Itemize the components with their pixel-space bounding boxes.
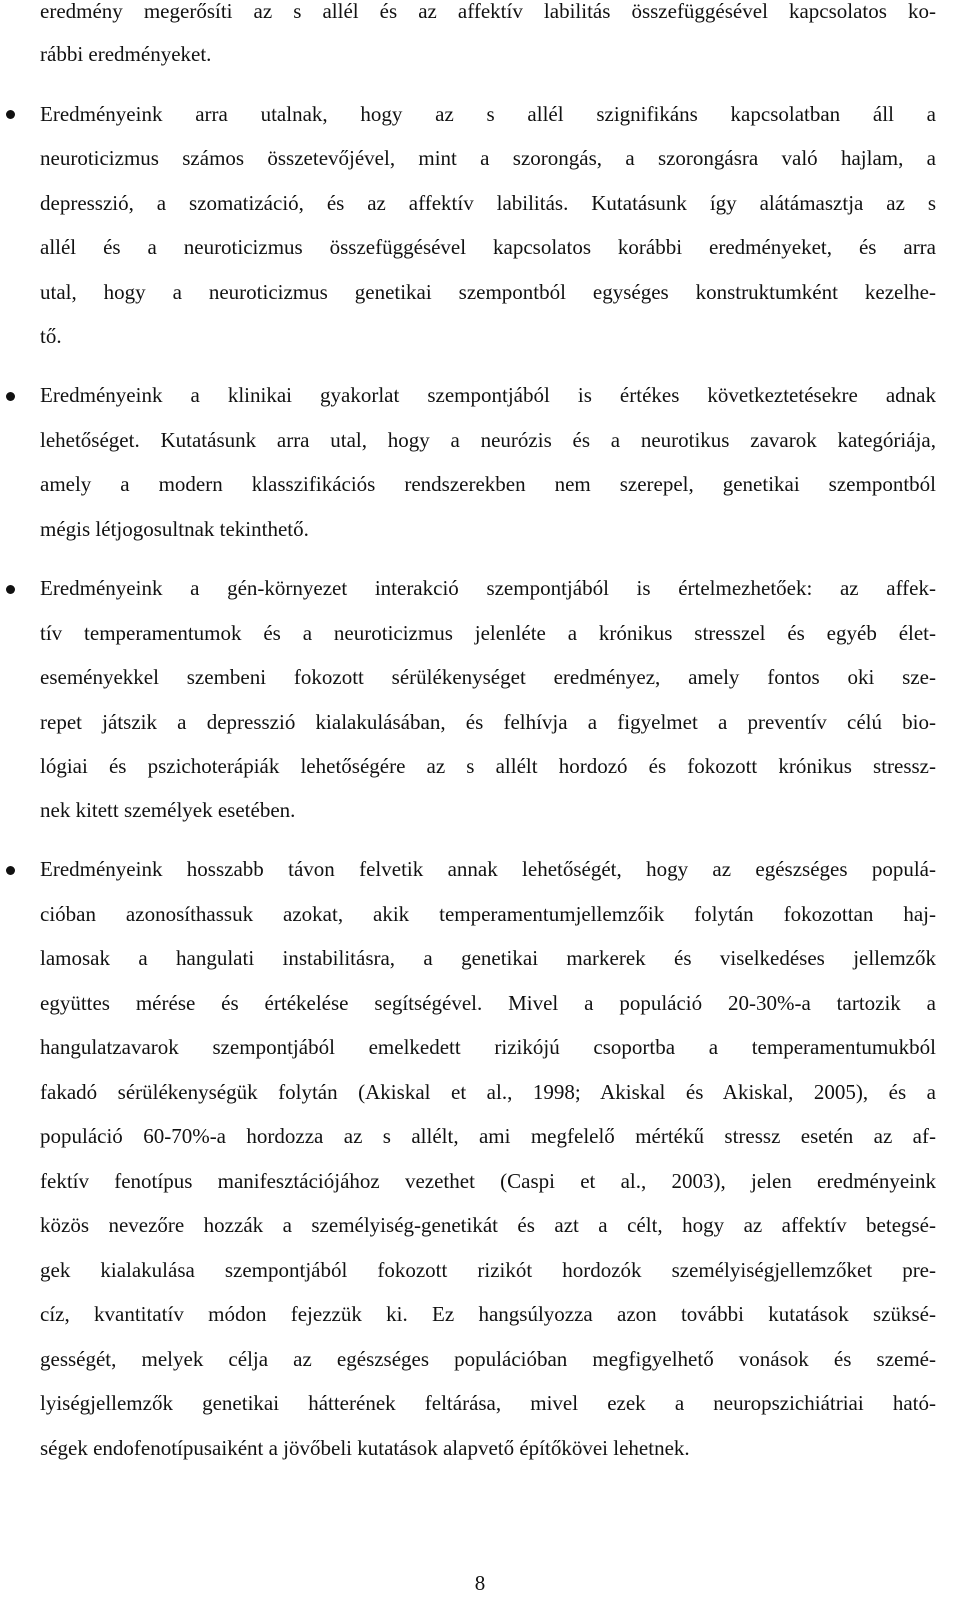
- bullet-4-line: lyiségjellemzők genetikai hátterének feltárása, mivel ezek a neuropszichiátriai ható-: [40, 1391, 936, 1415]
- bullet-4-line: fektív fenotípus manifesztációjához vezethet (Caspi et al., 2003), jelen eredményeink: [40, 1169, 936, 1193]
- bullet-3-line: lógiai és pszichoterápiák lehetőségére az s allélt hordozó és fokozott krónikus stressz-: [40, 754, 936, 778]
- bullet-2-line: Eredményeink a klinikai gyakorlat szempontjából is értékes következtetésekre adnak: [40, 383, 936, 407]
- intro-line: eredmény megerősíti az s allél és az affektív labilitás összefüggésével kapcsolatos ko-: [40, 0, 936, 23]
- bullet-4-line: hangulatzavarok szempontjából emelkedett rizikójú csoportba a temperamentumukból: [40, 1035, 936, 1059]
- bullet-4-line: Eredményeink hosszabb távon felvetik annak lehetőségét, hogy az egészséges populá-: [40, 857, 936, 881]
- bullet-4-line: cíz, kvantitatív módon fejezzük ki. Ez hangsúlyozza azon további kutatások szüksé-: [40, 1302, 936, 1326]
- bullet-2-line: mégis létjogosultnak tekinthető.: [40, 517, 309, 541]
- bullet-3-line: eseményekkel szembeni fokozott sérülékenységet eredményez, amely fontos oki sze-: [40, 665, 936, 689]
- bullet-1-line: tő.: [40, 324, 62, 348]
- bullet-4-line: populáció 60-70%-a hordozza az s allélt, ami megfelelő mértékű stressz esetén az af-: [40, 1124, 936, 1148]
- bullet-1-line: depresszió, a szomatizáció, és az affektív labilitás. Kutatásunk így alátámasztja az s: [40, 191, 936, 215]
- bullet-2-line: amely a modern klasszifikációs rendszerekben nem szerepel, genetikai szempontból: [40, 472, 936, 496]
- bullet-icon: [6, 392, 15, 401]
- bullet-3-line: Eredményeink a gén-környezet interakció szempontjából is értelmezhetőek: az affek-: [40, 576, 936, 600]
- bullet-4-line: együttes mérése és értékelése segítségével. Mivel a populáció 20-30%-a tartozik a: [40, 991, 936, 1015]
- intro-line: rábbi eredményeket.: [40, 42, 212, 66]
- bullet-4-line: gességét, melyek célja az egészséges populációban megfigyelhető vonások és szemé-: [40, 1347, 936, 1371]
- bullet-4-line: cióban azonosíthassuk azokat, akik temperamentumjellemzőik folytán fokozottan haj-: [40, 902, 936, 926]
- page-number: 8: [474, 1571, 486, 1595]
- bullet-icon: [6, 585, 15, 594]
- bullet-1-line: Eredményeink arra utalnak, hogy az s allél szignifikáns kapcsolatban áll a: [40, 102, 936, 126]
- bullet-4-line: fakadó sérülékenységük folytán (Akiskal et al., 1998; Akiskal és Akiskal, 2005), és a: [40, 1080, 936, 1104]
- bullet-3-line: tív temperamentumok és a neuroticizmus jelenléte a krónikus stresszel és egyéb élet-: [40, 621, 936, 645]
- bullet-3-line: repet játszik a depresszió kialakulásában, és felhívja a figyelmet a preventív célú bio-: [40, 710, 936, 734]
- bullet-3-line: nek kitett személyek esetében.: [40, 798, 296, 822]
- bullet-4-line: ségek endofenotípusaiként a jövőbeli kutatások alapvető építőkövei lehetnek.: [40, 1436, 690, 1460]
- bullet-4-line: gek kialakulása szempontjából fokozott rizikót hordozók személyiségjellemzőket pre-: [40, 1258, 936, 1282]
- bullet-4-line: közös nevezőre hozzák a személyiség-genetikát és azt a célt, hogy az affektív betegsé-: [40, 1213, 936, 1237]
- bullet-1-line: neuroticizmus számos összetevőjével, mint a szorongás, a szorongásra való hajlam, a: [40, 146, 936, 170]
- bullet-4-line: lamosak a hangulati instabilitásra, a genetikai markerek és viselkedéses jellemzők: [40, 946, 936, 970]
- bullet-icon: [6, 110, 15, 119]
- bullet-1-line: allél és a neuroticizmus összefüggésével kapcsolatos korábbi eredményeket, és arra: [40, 235, 936, 259]
- bullet-1-line: utal, hogy a neuroticizmus genetikai szempontból egységes konstruktumként kezelhe-: [40, 280, 936, 304]
- bullet-icon: [6, 866, 15, 875]
- bullet-2-line: lehetőséget. Kutatásunk arra utal, hogy a neurózis és a neurotikus zavarok kategóriája,: [40, 428, 936, 452]
